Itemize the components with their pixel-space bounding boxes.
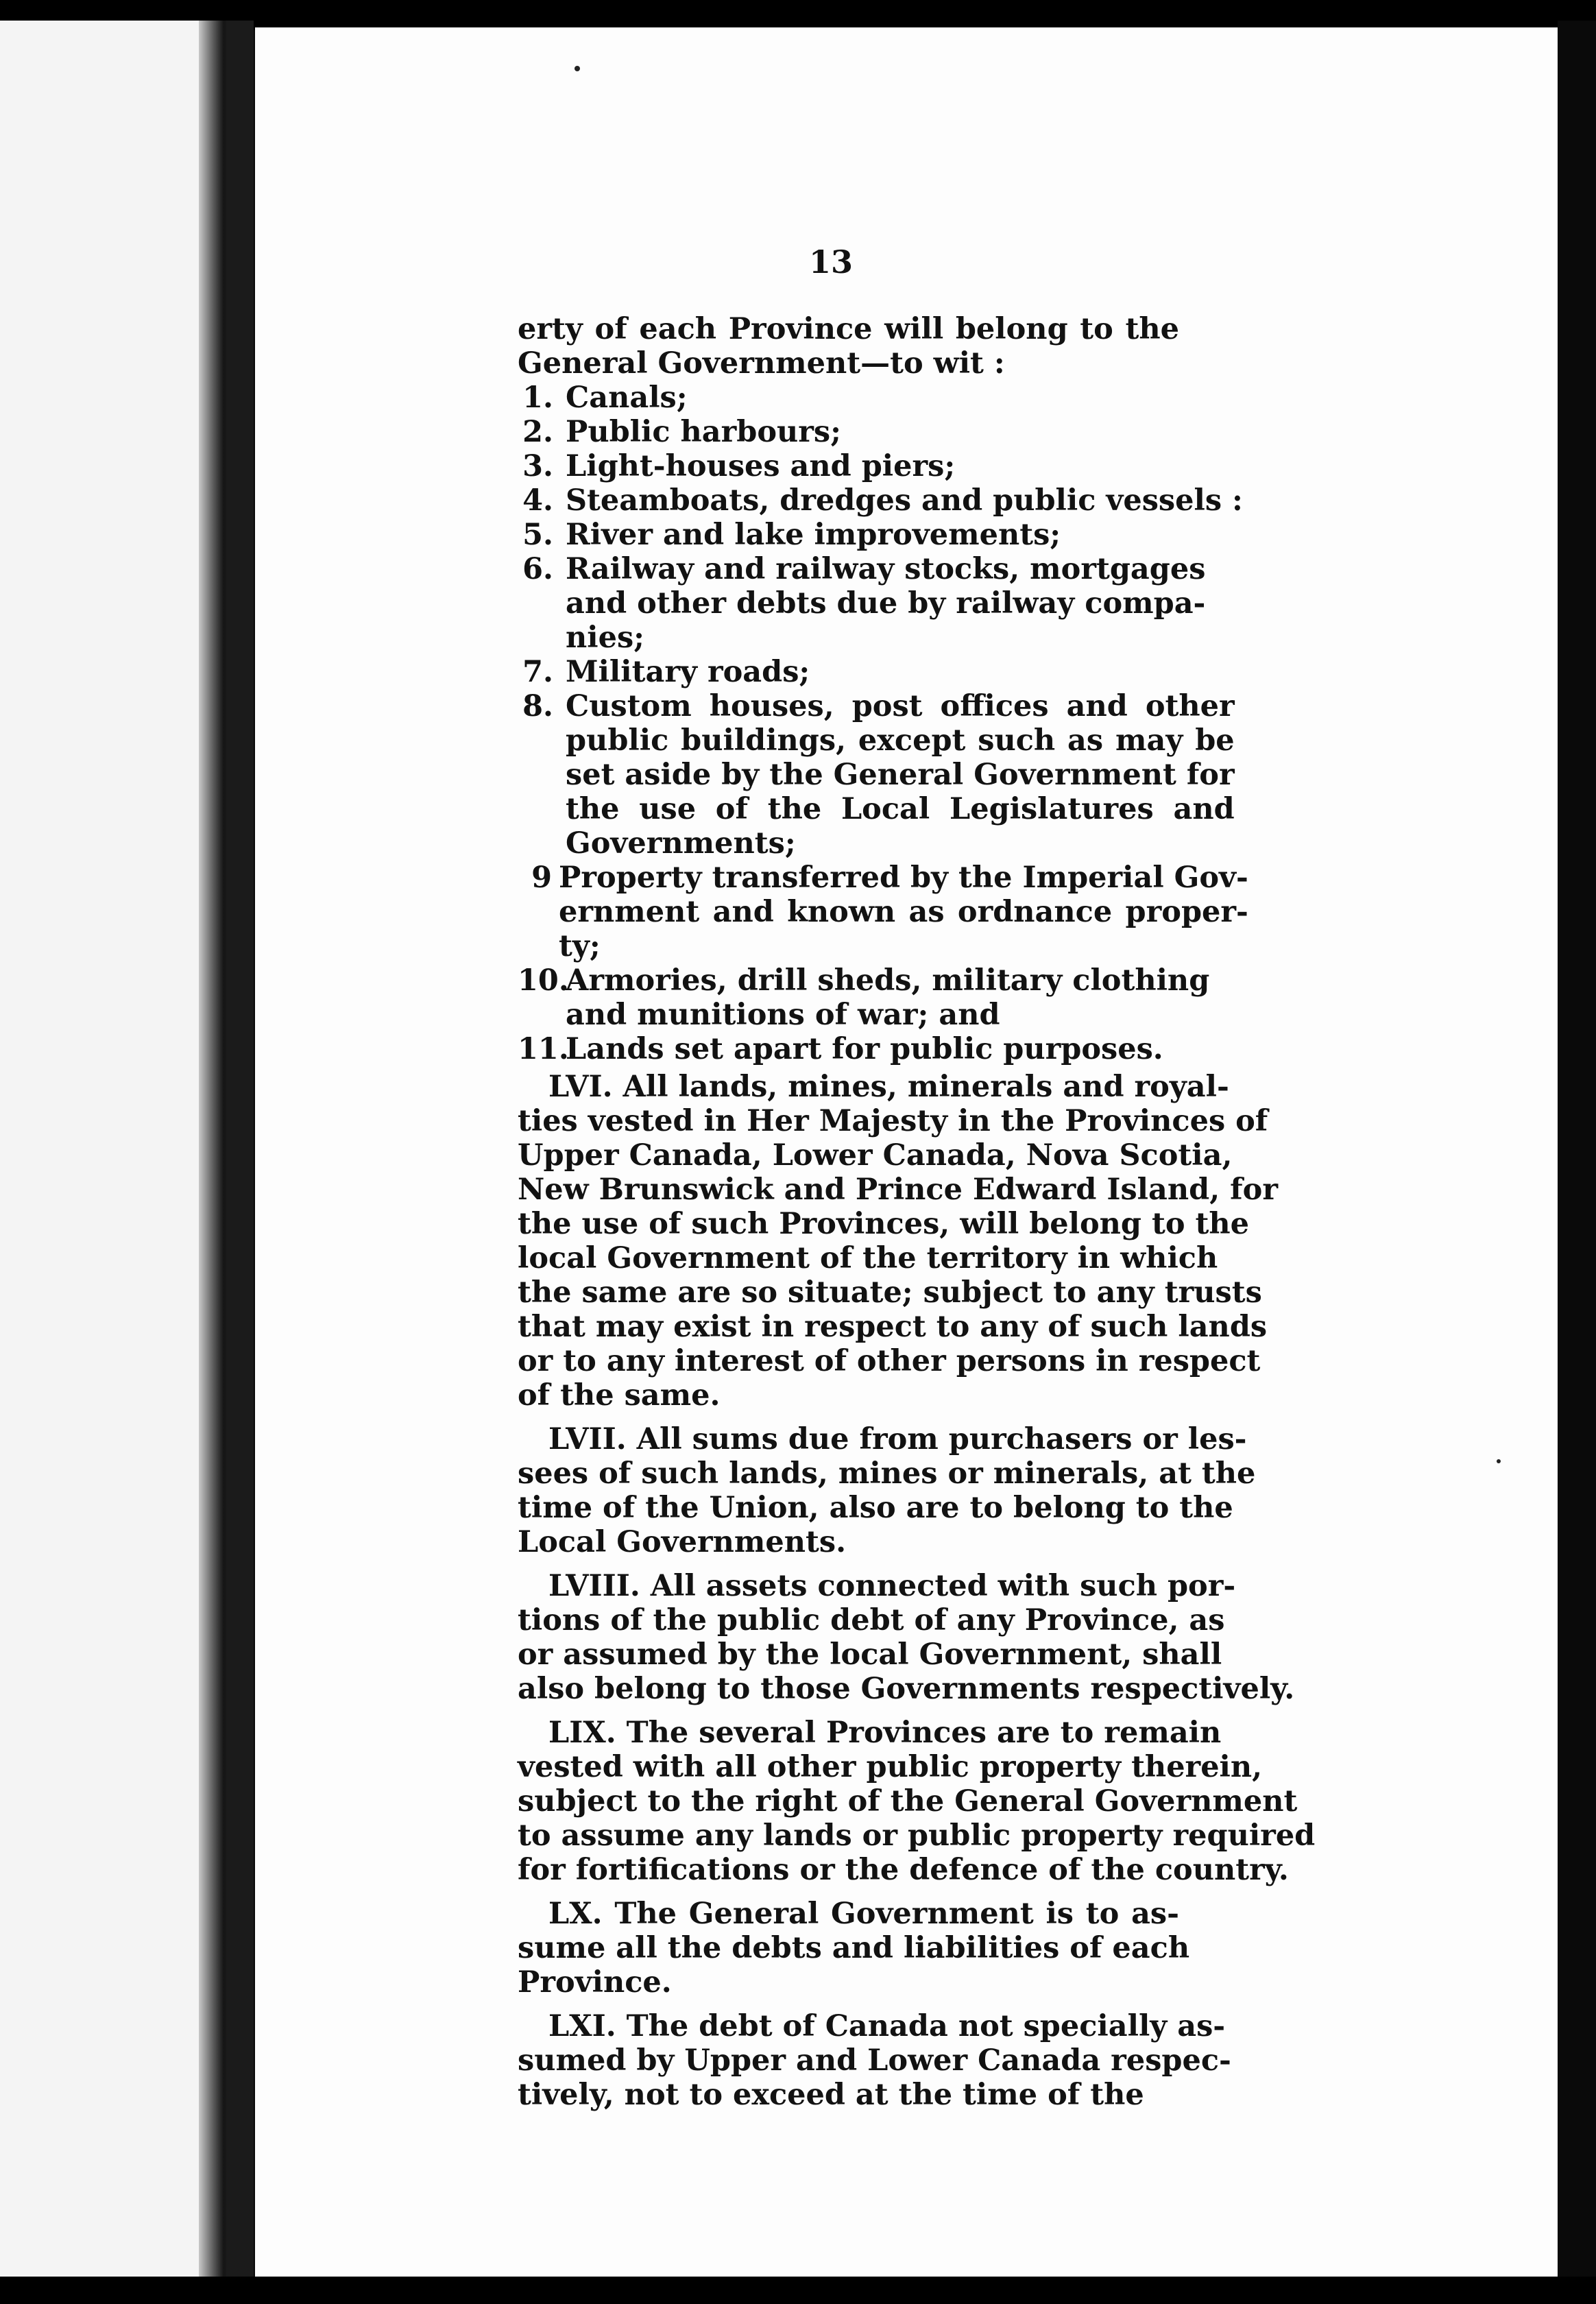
- text-line: sume all the debts and liabilities of each: [518, 1931, 1190, 1965]
- list-item-number: 4.: [522, 483, 553, 518]
- text-line: Property transferred by the Imperial Gov-: [559, 861, 1248, 895]
- enumerated-list: [518, 381, 1248, 1066]
- paragraph: [518, 1070, 1278, 1413]
- list-item-number: 10.: [518, 963, 569, 998]
- text-line: erty of each Province will belong to the: [518, 312, 1179, 346]
- text-line: local Government of the territory in which: [518, 1241, 1218, 1275]
- text-line: Light-houses and piers;: [566, 449, 956, 483]
- text-line: LXI. The debt of Canada not specially as-: [548, 2009, 1226, 2043]
- text-line: and other debts due by railway compa-: [566, 586, 1206, 621]
- text-line: Lands set apart for public purposes.: [566, 1032, 1163, 1066]
- list-item-text: [566, 449, 1179, 483]
- text-line: Railway and railway stocks, mortgages: [566, 552, 1206, 586]
- list-item-text: [566, 415, 1179, 449]
- list-item-text: [566, 963, 1209, 1032]
- text-line: Public harbours;: [566, 415, 842, 449]
- list-item: [518, 655, 1179, 689]
- scan-speck: [1497, 1459, 1501, 1463]
- list-item-number: 5.: [522, 518, 553, 552]
- text-line: Local Governments.: [518, 1525, 847, 1559]
- text-line: that may exist in respect to any of such lands: [518, 1310, 1268, 1344]
- body-paragraphs: [518, 1070, 1316, 2122]
- text-line: tions of the public debt of any Province, as: [518, 1603, 1225, 1637]
- text-line: LVIII. All assets connected with such por-: [548, 1569, 1236, 1603]
- text-line: Canals;: [566, 381, 688, 415]
- text-line: ties vested in Her Majesty in the Provinces of: [518, 1104, 1268, 1138]
- list-item-text: [566, 381, 1179, 415]
- scan-bottom-border: [0, 2277, 1596, 2304]
- text-line: Upper Canada, Lower Canada, Nova Scotia,: [518, 1138, 1233, 1173]
- text-line: General Government—to wit :: [518, 346, 1005, 381]
- list-item-number: 2.: [522, 415, 553, 449]
- scan-speck: [575, 66, 580, 71]
- list-item: [518, 861, 1248, 963]
- list-item-text: [566, 655, 1179, 689]
- text-line: sees of such lands, mines or minerals, at the: [518, 1456, 1256, 1491]
- text-line: set aside by the General Government for: [566, 758, 1235, 792]
- text-line: ernment and known as ordnance proper-: [559, 895, 1248, 929]
- intro-text: [518, 312, 1179, 381]
- list-item-text: [566, 552, 1205, 655]
- list-item: [518, 415, 1179, 449]
- text-line: LVI. All lands, mines, minerals and royal-: [548, 1070, 1229, 1104]
- list-item: [518, 1032, 1179, 1066]
- text-line: sumed by Upper and Lower Canada respec-: [518, 2043, 1231, 2078]
- list-item-number: 11.: [518, 1032, 569, 1066]
- page-number: 13: [809, 243, 854, 280]
- text-line: LIX. The several Provinces are to remain: [548, 1716, 1222, 1750]
- list-item-number: 6.: [522, 552, 553, 586]
- text-line: Custom houses, post offices and other: [566, 689, 1235, 723]
- text-line: nies;: [566, 621, 645, 655]
- list-item-number: 7.: [522, 655, 553, 689]
- list-item-text: [566, 483, 1243, 518]
- list-item: [518, 449, 1179, 483]
- text-line: the same are so situate; subject to any trusts: [518, 1275, 1262, 1310]
- text-line: LX. The General Government is to as-: [548, 1897, 1179, 1931]
- paragraph: [518, 1716, 1316, 1887]
- list-item-number: 3.: [522, 449, 553, 483]
- text-line: public buildings, except such as may be: [566, 723, 1235, 758]
- text-line: Armories, drill sheds, military clothing: [566, 963, 1210, 998]
- scan-right-border: [1558, 21, 1596, 2304]
- list-item: [518, 552, 1206, 655]
- text-line: ty;: [559, 929, 601, 963]
- text-line: tively, not to exceed at the time of the: [518, 2078, 1144, 2112]
- text-line: vested with all other public property therein,: [518, 1750, 1263, 1784]
- list-item: [518, 381, 1179, 415]
- text-line: New Brunswick and Prince Edward Island, for: [518, 1173, 1278, 1207]
- text-line: the use of the Local Legislatures and: [566, 792, 1235, 826]
- text-line: Province.: [518, 1965, 672, 2000]
- list-item-text: [559, 861, 1248, 963]
- text-line: River and lake improvements;: [566, 518, 1061, 552]
- book-gutter: [226, 21, 254, 2304]
- text-line: or assumed by the local Government, shall: [518, 1637, 1222, 1672]
- list-item-text: [566, 689, 1235, 861]
- text-line: Military roads;: [566, 655, 810, 689]
- list-item: [518, 963, 1210, 1032]
- list-item-text: [566, 518, 1179, 552]
- list-item: [518, 689, 1235, 861]
- text-line: or to any interest of other persons in respect: [518, 1344, 1261, 1378]
- text-line: of the same.: [518, 1378, 721, 1413]
- text-line: for fortifications or the defence of the country.: [518, 1853, 1289, 1887]
- text-line: to assume any lands or public property required: [518, 1819, 1316, 1853]
- text-line: time of the Union, also are to belong to the: [518, 1491, 1233, 1525]
- list-item-number: 1.: [522, 381, 553, 415]
- paragraph: [518, 2009, 1231, 2112]
- text-line: Governments;: [566, 826, 796, 861]
- paragraph: [518, 1897, 1190, 2000]
- list-item-text: [566, 1032, 1179, 1066]
- text-line: LVII. All sums due from purchasers or les-: [548, 1422, 1247, 1456]
- left-page-edge: [0, 21, 226, 2304]
- text-line: subject to the right of the General Government: [518, 1784, 1298, 1819]
- paragraph: [518, 1569, 1295, 1706]
- text-line: also belong to those Governments respectively.: [518, 1672, 1295, 1706]
- list-item-number: 8.: [522, 689, 553, 723]
- text-line: and munitions of war; and: [566, 998, 1000, 1032]
- paragraph: [518, 1422, 1256, 1559]
- text-line: Steamboats, dredges and public vessels :: [566, 483, 1243, 518]
- list-item-number: 9: [531, 861, 552, 895]
- list-item: [518, 518, 1179, 552]
- text-line: the use of such Provinces, will belong to the: [518, 1207, 1249, 1241]
- list-item: [518, 483, 1243, 518]
